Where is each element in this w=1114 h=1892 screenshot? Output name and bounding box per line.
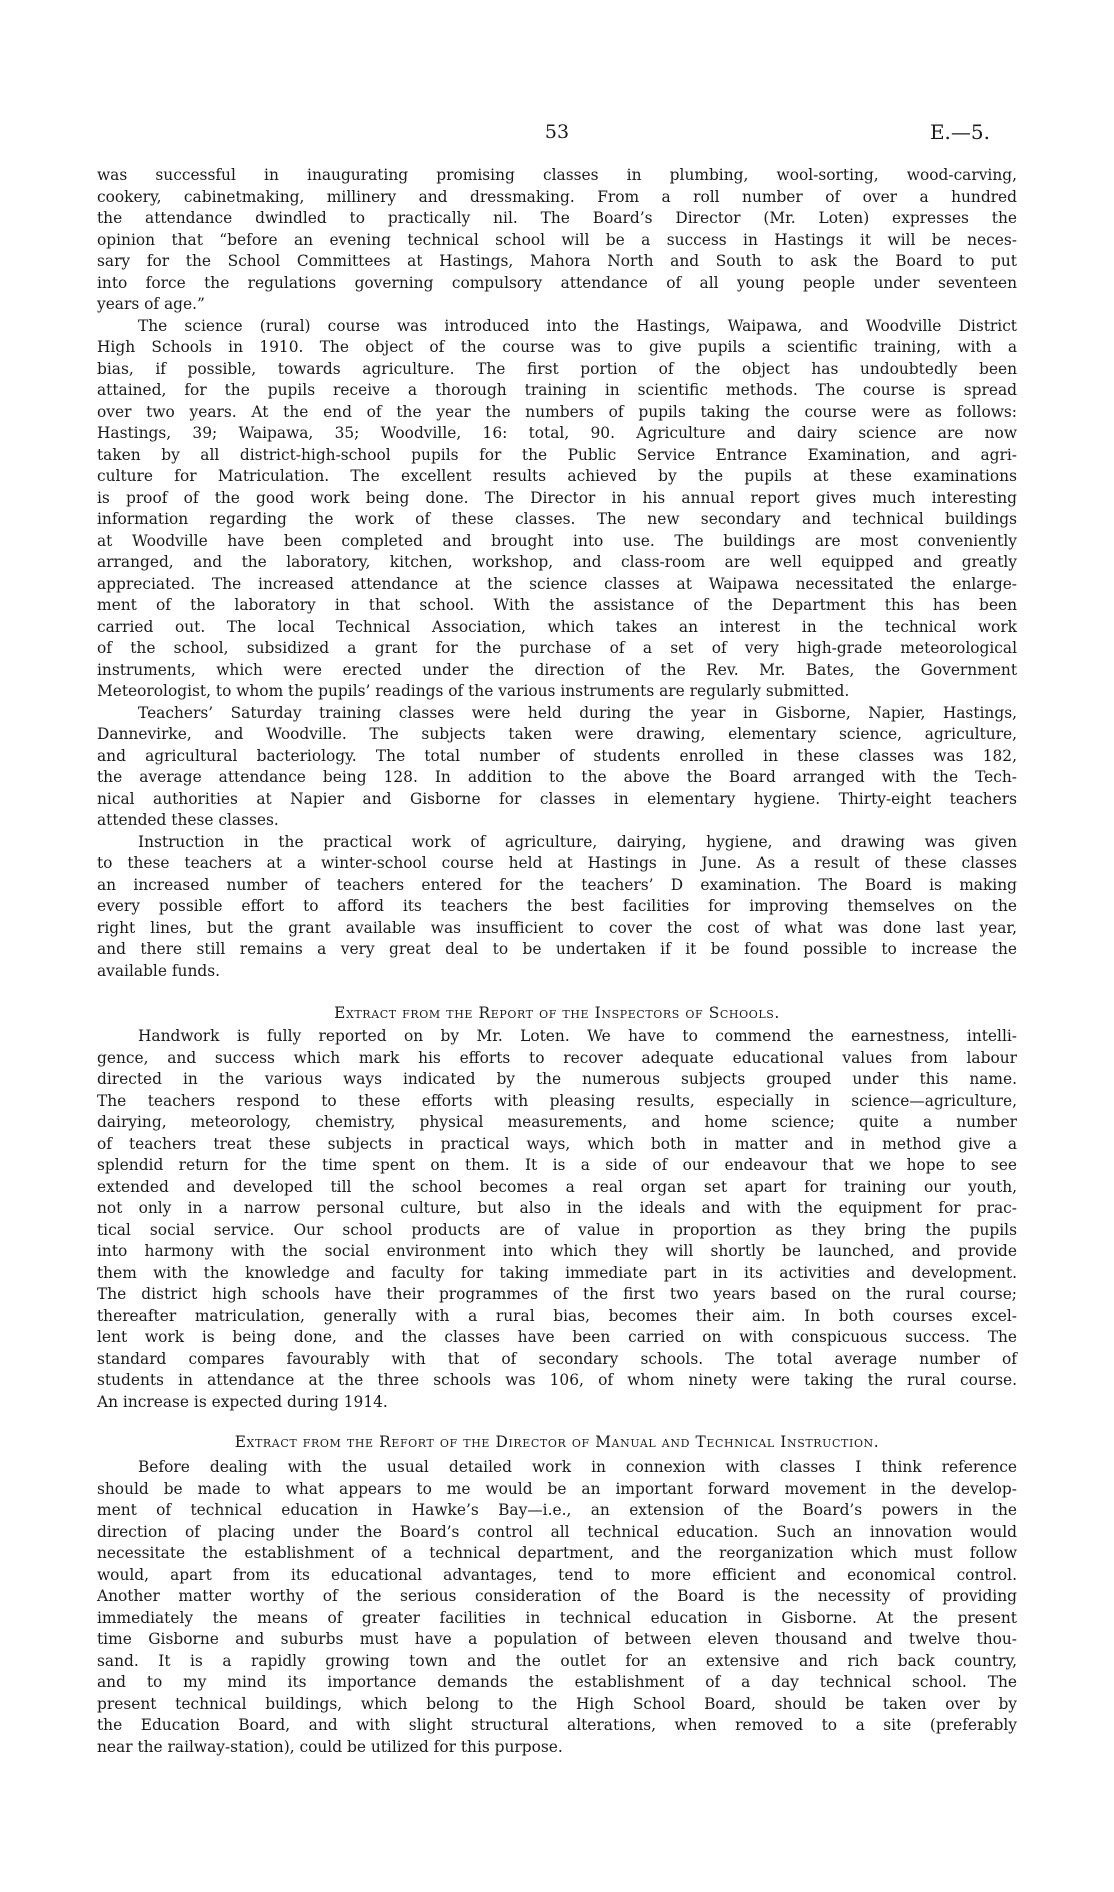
text-line: should be made to what appears to me would be an important forward movement in the develop-: [97, 1479, 1017, 1498]
text-line: Before dealing with the usual detailed work in connexion with classes I think reference: [138, 1458, 1017, 1476]
text-line: not only in a narrow personal culture, but also in the ideals and with the equipment for prac-: [97, 1199, 1017, 1217]
text-line: was successful in inaugurating promising classes in plumbing, wool-sorting, wood-carving,: [97, 166, 1017, 184]
section-heading-director: Extract from the Refort of the Director of Manual and Technical Instruction.: [234, 1433, 880, 1451]
text-line: to these teachers at a winter-school course held at Hastings in June. As a result of these classes: [97, 854, 1017, 872]
text-line: The teachers respond to these efforts with pleasing results, especially in science—agriculture,: [97, 1091, 1017, 1110]
text-line: of teachers treat these subjects in practical ways, which both in matter and in method give a: [97, 1134, 1017, 1153]
text-line: and agricultural bacteriology. The total number of students enrolled in these classes was 182,: [97, 746, 1017, 765]
text-line: necessitate the establishment of a technical department, and the reorganization which must follow: [97, 1544, 1017, 1562]
text-line: and there still remains a very great deal to be undertaken if it be found possible to increase the: [97, 940, 1017, 958]
text-line: right lines, but the grant available was insufficient to cover the cost of what was done last year,: [97, 918, 1017, 937]
text-line: carried out. The local Technical Association, which takes an interest in the technical work: [97, 617, 1017, 636]
text-line: The district high schools have their programmes of the first two years based on the rural course;: [97, 1285, 1017, 1303]
text-line: appreciated. The increased attendance at the science classes at Waipawa necessitated the enlarge-: [97, 574, 1017, 593]
text-line: near the railway-station), could be utilized for this purpose.: [97, 1737, 563, 1756]
paragraph: [97, 832, 1017, 983]
text-line: into force the regulations governing compulsory attendance of all young people under seventeen: [97, 273, 1017, 292]
paragraph: [97, 1026, 1017, 1413]
text-line: years of age.”: [97, 295, 205, 313]
text-line: an increased number of teachers entered for the teachers’ D examination. The Board is making: [97, 875, 1017, 894]
text-line: Dannevirke, and Woodville. The subjects taken were drawing, elementary science, agriculture,: [97, 725, 1017, 743]
text-line: culture for Matriculation. The excellent results achieved by the pupils at these examinations: [97, 467, 1017, 485]
text-line: Teachers’ Saturday training classes were held during the year in Gisborne, Napier, Hastings,: [138, 703, 1017, 722]
text-line: Handwork is fully reported on by Mr. Loten. We have to commend the earnestness, intelli-: [138, 1027, 1017, 1045]
text-line: is proof of the good work being done. The Director in his annual report gives much interesting: [97, 488, 1017, 507]
text-line: thereafter matriculation, generally with a rural bias, becomes their aim. In both courses excel-: [97, 1306, 1017, 1325]
text-line: ment of technical education in Hawke’s Bay—i.e., an extension of the Board’s powers in the: [97, 1501, 1017, 1519]
text-line: splendid return for the time spent on them. It is a side of our endeavour that we hope to see: [97, 1156, 1017, 1174]
text-line: cookery, cabinetmaking, millinery and dressmaking. From a roll number of over a hundred: [97, 187, 1017, 206]
text-line: students in attendance at the three schools was 106, of whom ninety were taking the rural course.: [97, 1371, 1017, 1389]
text-line: gence, and success which mark his efforts to recover adequate educational values from labour: [97, 1048, 1017, 1067]
text-line: Instruction in the practical work of agriculture, dairying, hygiene, and drawing was given: [138, 832, 1017, 851]
text-line: the average attendance being 128. In addition to the above the Board arranged with the Tech-: [97, 768, 1017, 786]
text-line: extended and developed till the school becomes a real organ set apart for training our youth,: [97, 1177, 1017, 1196]
text-line: would, apart from its educational advantages, tend to more efficient and economical control.: [97, 1565, 1017, 1584]
text-line: into harmony with the social environment into which they will shortly be launched, and provide: [97, 1242, 1017, 1260]
text-line: Hastings, 39; Waipawa, 35; Woodville, 16: total, 90. Agriculture and dairy science are now: [97, 424, 1017, 442]
text-line: immediately the means of greater facilities in technical education in Gisborne. At the present: [97, 1608, 1017, 1627]
section-heading-inspectors: Extract from the Report of the Inspectors of Schools.: [334, 1004, 780, 1022]
section-inspectors-report: [97, 1026, 1017, 1413]
text-line: the attendance dwindled to practically nil. The Board’s Director (Mr. Loten) expresses the: [97, 209, 1017, 227]
section-board-report: [97, 165, 1017, 982]
text-line: High Schools in 1910. The object of the course was to give pupils a scientific training, with a: [97, 338, 1017, 356]
text-line: and to my mind its importance demands the establishment of a day technical school. The: [97, 1673, 1017, 1691]
text-line: lent work is being done, and the classes have been carried on with conspicuous success. The: [97, 1328, 1017, 1346]
text-line: information regarding the work of these classes. The new secondary and technical buildings: [97, 510, 1017, 528]
text-line: taken by all district-high-school pupils for the Public Service Entrance Examination, and agri-: [97, 445, 1017, 464]
text-line: An increase is expected during 1914.: [97, 1392, 388, 1411]
text-line: at Woodville have been completed and brought into use. The buildings are most conveniently: [97, 531, 1017, 550]
text-line: present technical buildings, which belong to the High School Board, should be taken over by: [97, 1694, 1017, 1713]
text-line: attained, for the pupils receive a thorough training in scientific methods. The course is spread: [97, 381, 1017, 399]
text-line: arranged, and the laboratory, kitchen, workshop, and class-room are well equipped and greatly: [97, 553, 1017, 571]
section-director-report: [97, 1457, 1017, 1758]
text-line: tical social service. Our school products are of value in proportion as they bring the pupils: [97, 1220, 1017, 1239]
text-line: direction of placing under the Board’s control all technical education. Such an innovation would: [97, 1522, 1017, 1541]
document-code: E.—5.: [929, 120, 990, 144]
text-line: dairying, meteorology, chemistry, physical measurements, and home science; quite a number: [97, 1113, 1017, 1131]
text-line: sand. It is a rapidly growing town and the outlet for an extensive and rich back country,: [97, 1651, 1017, 1670]
paragraph: [97, 165, 1017, 316]
text-line: Another matter worthy of the serious consideration of the Board is the necessity of providing: [97, 1587, 1017, 1605]
text-line: the Education Board, and with slight structural alterations, when removed to a site (preferably: [97, 1716, 1017, 1734]
text-line: standard compares favourably with that of secondary schools. The total average number of: [97, 1349, 1017, 1368]
text-line: The science (rural) course was introduced into the Hastings, Waipawa, and Woodville District: [138, 316, 1017, 335]
text-line: them with the knowledge and faculty for taking immediate part in its activities and development.: [97, 1263, 1017, 1282]
text-line: ment of the laboratory in that school. With the assistance of the Department this has been: [97, 596, 1017, 614]
text-line: attended these classes.: [97, 811, 279, 829]
text-line: every possible effort to afford its teachers the best facilities for improving themselves on the: [97, 897, 1017, 915]
text-line: opinion that “before an evening technical school will be a success in Hastings it will be neces-: [97, 230, 1017, 249]
text-line: nical authorities at Napier and Gisborne for classes in elementary hygiene. Thirty-eight teachers: [97, 789, 1017, 808]
text-line: directed in the various ways indicated by the numerous subjects grouped under this name.: [97, 1070, 1017, 1088]
text-line: Meteorologist, to whom the pupils’ readings of the various instruments are regularly submitted.: [97, 682, 850, 700]
text-line: available funds.: [97, 961, 221, 980]
text-line: sary for the School Committees at Hastings, Mahora North and South to ask the Board to put: [97, 252, 1017, 270]
paragraph: [97, 1457, 1017, 1758]
paragraph: [97, 703, 1017, 832]
paragraph: [97, 316, 1017, 703]
text-line: instruments, which were erected under the direction of the Rev. Mr. Bates, the Government: [97, 660, 1017, 679]
text-line: of the school, subsidized a grant for the purchase of a set of very high-grade meteorological: [97, 639, 1017, 657]
page-number: 53: [544, 121, 570, 143]
text-line: bias, if possible, towards agriculture. The first portion of the object has undoubtedly been: [97, 359, 1017, 378]
text-line: time Gisborne and suburbs must have a population of between eleven thousand and twelve thou-: [97, 1630, 1017, 1648]
text-line: over two years. At the end of the year the numbers of pupils taking the course were as follows:: [97, 402, 1017, 421]
